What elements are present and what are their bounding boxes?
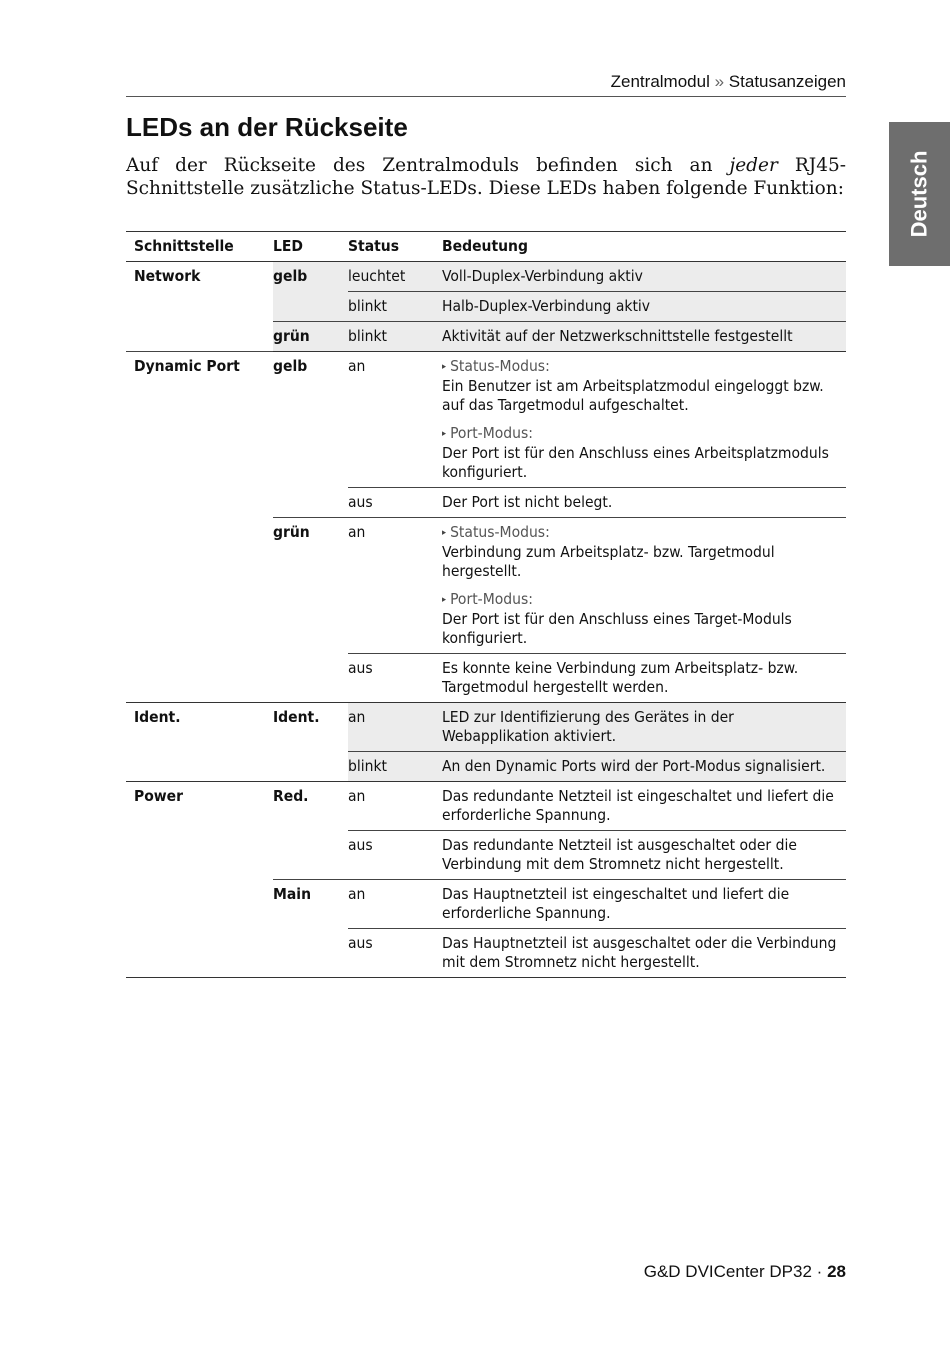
breadcrumb-subsection: Statusanzeigen [728,72,846,91]
bullet-arrow-icon: ▸ [442,429,447,439]
meaning-cell: Halb-Duplex-Verbindung aktiv [442,292,846,322]
table-row [126,352,846,488]
status-cell: blinkt [348,292,442,322]
breadcrumb [126,72,846,97]
page-footer [126,1262,846,1282]
header-interface: Schnittstelle [126,232,273,262]
status-cell: aus [348,654,442,703]
table-header-row [126,232,846,262]
status-cell: aus [348,929,442,978]
status-cell: blinkt [348,322,442,352]
mode-description: Der Port ist für den Anschluss eines Arbeitsplatzmoduls konfiguriert. [442,444,829,481]
meaning-cell [442,352,846,488]
interface-network: Network [126,262,273,352]
meaning-cell: Voll-Duplex-Verbindung aktiv [442,262,846,292]
mode-label: ▸ Port-Modus: [442,424,533,442]
page-title: LEDs an der Rückseite [126,112,408,142]
led-dynamic-green: grün [273,518,348,703]
mode-description: Verbindung zum Arbeitsplatz- bzw. Targetmodul hergestellt. [442,543,775,580]
language-tab [889,122,950,266]
led-network-yellow: gelb [273,262,348,322]
led-power-main: Main [273,880,348,978]
meaning-cell: Es konnte keine Verbindung zum Arbeitsplatz- bzw. Targetmodul hergestellt werden. [442,654,846,703]
interface-dynamic-port: Dynamic Port [126,352,273,703]
header-meaning: Bedeutung [442,232,846,262]
status-cell: an [348,782,442,831]
bullet-arrow-icon: ▸ [442,528,447,538]
meaning-cell: Das redundante Netzteil ist ausgeschaltet oder die Verbindung mit dem Stromnetz nicht hergestellt. [442,831,846,880]
status-cell: an [348,518,442,654]
bullet-arrow-icon: ▸ [442,362,447,372]
language-tab-label: Deutsch [906,150,932,238]
mode-label: ▸ Status-Modus: [442,357,550,375]
intro-paragraph [126,154,846,200]
mode-label: ▸ Status-Modus: [442,523,550,541]
interface-ident: Ident. [126,703,273,782]
intro-text-1: Auf der Rückseite des Zentralmoduls befinden sich an [126,155,730,176]
meaning-cell: Das Hauptnetzteil ist ausgeschaltet oder die Verbindung mit dem Stromnetz nicht hergestellt. [442,929,846,978]
mode-description: Ein Benutzer ist am Arbeitsplatzmodul eingeloggt bzw. auf das Targetmodul aufgeschaltet. [442,377,824,414]
mode-description: Der Port ist für den Anschluss eines Target-Moduls konfiguriert. [442,610,792,647]
status-cell: an [348,703,442,752]
meaning-cell: Das redundante Netzteil ist eingeschaltet und liefert die erforderliche Spannung. [442,782,846,831]
status-cell: an [348,352,442,488]
page-number: 28 [827,1262,846,1281]
header-status: Status [348,232,442,262]
led-power-red: Red. [273,782,348,880]
intro-text-2: RJ45-Schnittstelle zusätzliche Status-LEDs. Diese LEDs haben folgende Funktion: [126,155,846,199]
led-network-green: grün [273,322,348,352]
status-cell: blinkt [348,752,442,782]
status-cell: aus [348,831,442,880]
status-cell: aus [348,488,442,518]
status-cell: leuchtet [348,262,442,292]
footer-separator: · [816,1262,823,1281]
table-row [126,782,846,831]
interface-power: Power [126,782,273,978]
header-led: LED [273,232,348,262]
led-table [126,231,846,978]
intro-emphasis: jeder [729,155,778,176]
meaning-cell [442,518,846,654]
breadcrumb-separator: » [714,72,725,91]
mode-label: ▸ Port-Modus: [442,590,533,608]
meaning-cell: Das Hauptnetzteil ist eingeschaltet und liefert die erforderliche Spannung. [442,880,846,929]
led-ident: Ident. [273,703,348,782]
status-cell: an [348,880,442,929]
meaning-cell: LED zur Identifizierung des Gerätes in der Webapplikation aktiviert. [442,703,846,752]
table-row [126,262,846,292]
table-row [126,703,846,752]
meaning-cell: Der Port ist nicht belegt. [442,488,846,518]
footer-product: G&D DVICenter DP32 [643,1262,812,1281]
bullet-arrow-icon: ▸ [442,595,447,605]
meaning-cell: Aktivität auf der Netzwerkschnittstelle festgestellt [442,322,846,352]
led-dynamic-yellow: gelb [273,352,348,518]
meaning-cell: An den Dynamic Ports wird der Port-Modus signalisiert. [442,752,846,782]
breadcrumb-section: Zentralmodul [610,72,710,91]
